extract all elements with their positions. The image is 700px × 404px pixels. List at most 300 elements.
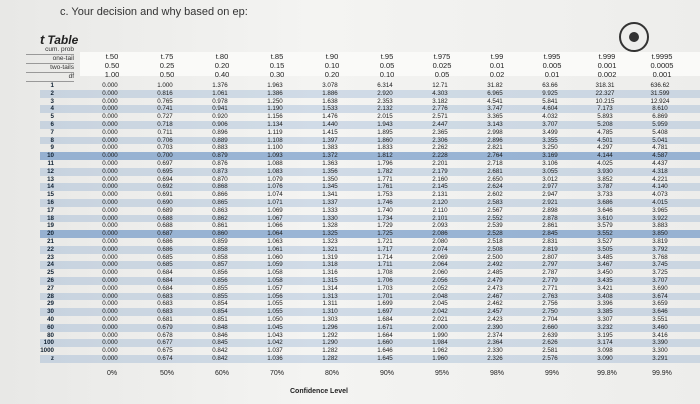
table-row <box>40 238 700 246</box>
value-cell: 3.485 <box>597 253 613 261</box>
value-cell: 1.319 <box>322 253 338 261</box>
value-cell: 3.078 <box>322 82 338 89</box>
value-cell: 0.000 <box>102 144 118 152</box>
table-row <box>40 137 700 145</box>
value-cell: 0.683 <box>157 292 173 300</box>
value-cell: 1.156 <box>267 113 283 121</box>
df-cell: 3 <box>50 97 54 105</box>
header-tail: t.99 <box>490 52 504 61</box>
value-cell: 3.467 <box>597 261 613 269</box>
table-row <box>40 355 700 363</box>
value-cell: 2.353 <box>377 97 393 105</box>
value-cell: 4.303 <box>432 89 448 97</box>
value-cell: 1.059 <box>267 261 283 269</box>
df-cell: 20 <box>47 230 54 238</box>
table-row <box>40 230 700 238</box>
value-cell: 1.782 <box>377 167 393 175</box>
value-cell: 1.058 <box>267 269 283 277</box>
value-cell: 0.689 <box>157 206 173 214</box>
value-cell: 3.390 <box>652 339 668 347</box>
value-cell: 1.386 <box>267 89 283 97</box>
value-cell: 0.000 <box>102 308 118 316</box>
value-cell: 2.145 <box>432 183 448 191</box>
value-cell: 3.610 <box>597 214 613 222</box>
value-cell: 1.341 <box>322 191 338 199</box>
header-tail: t.90 <box>325 52 339 61</box>
value-cell: 3.646 <box>597 206 613 214</box>
confidence-cell: 99.8% <box>597 370 617 377</box>
confidence-row <box>80 370 700 390</box>
value-cell: 2.998 <box>487 128 503 136</box>
value-cell: 0.684 <box>157 269 173 277</box>
value-cell: 2.831 <box>542 238 558 245</box>
df-cell: 4 <box>50 105 54 113</box>
header-one-tail: 0.05 <box>379 61 395 70</box>
value-cell: 1.050 <box>267 316 283 323</box>
value-cell: 3.922 <box>652 214 668 222</box>
value-cell: 1.100 <box>267 144 283 152</box>
value-cell: 0.685 <box>157 253 173 261</box>
value-cell: 0.727 <box>157 113 173 121</box>
value-cell: 3.690 <box>652 284 668 292</box>
header-tail: t.85 <box>270 52 284 61</box>
value-cell: 3.174 <box>597 339 613 347</box>
header-one-tail: 0.25 <box>159 61 175 70</box>
value-cell: 1.055 <box>267 308 283 316</box>
value-cell: 3.707 <box>652 277 668 284</box>
value-cell: 0.685 <box>157 261 173 269</box>
table-row <box>40 82 700 90</box>
value-cell: 1.963 <box>267 82 283 89</box>
value-cell: 4.318 <box>652 167 668 175</box>
header-col-1 <box>143 52 191 79</box>
header-two-tails: 0.50 <box>159 70 175 79</box>
value-cell: 7.173 <box>597 105 613 113</box>
value-cell: 3.850 <box>652 230 668 238</box>
df-cell: 18 <box>47 214 54 222</box>
header-two-tails: 0.10 <box>379 70 395 79</box>
value-cell: 2.467 <box>487 292 503 300</box>
value-cell: 2.045 <box>432 300 448 308</box>
value-cell: 3.883 <box>652 222 668 230</box>
value-cell: 0.876 <box>212 160 228 167</box>
table-row <box>40 176 700 184</box>
value-cell: 1.083 <box>267 167 283 175</box>
value-cell: 1.383 <box>322 144 338 152</box>
value-cell: 3.707 <box>542 121 558 128</box>
value-cell: 2.093 <box>432 222 448 230</box>
header-col-6 <box>418 52 466 79</box>
table-row <box>40 144 700 152</box>
value-cell: 3.182 <box>432 97 448 105</box>
value-cell: 1.250 <box>267 97 283 105</box>
value-cell: 0.674 <box>157 355 173 362</box>
value-cell: 1.311 <box>322 300 338 308</box>
value-cell: 2.132 <box>377 105 393 113</box>
table-row <box>40 277 700 285</box>
value-cell: 3.365 <box>487 113 503 121</box>
header-tail: t.50 <box>105 52 119 61</box>
value-cell: 1.058 <box>267 277 283 284</box>
confidence-cell: 99% <box>544 370 559 377</box>
value-cell: 1.440 <box>322 121 338 128</box>
value-cell: 0.694 <box>157 175 173 183</box>
value-cell: 1.962 <box>432 347 448 355</box>
value-cell: 1.108 <box>267 136 283 144</box>
header-one-tail: 0.20 <box>214 61 230 70</box>
value-cell: 3.106 <box>542 160 558 167</box>
value-cell: 0.684 <box>157 277 173 284</box>
confidence-cell: 90% <box>379 370 394 377</box>
table-row <box>40 121 700 129</box>
value-cell: 1.296 <box>322 323 338 331</box>
df-cell: 29 <box>47 300 54 308</box>
table-row <box>40 300 700 308</box>
value-cell: 2.447 <box>432 121 448 128</box>
df-cell: 2 <box>50 89 54 97</box>
value-cell: 0.000 <box>102 97 118 105</box>
value-cell: 2.492 <box>487 261 503 269</box>
value-cell: 1.740 <box>377 206 393 214</box>
confidence-cell: 80% <box>324 370 339 377</box>
value-cell: 1.333 <box>322 206 338 214</box>
value-cell: 0.856 <box>212 277 228 284</box>
value-cell: 0.858 <box>212 253 228 261</box>
value-cell: 2.878 <box>542 214 558 222</box>
value-cell: 3.965 <box>652 206 668 214</box>
df-cell: 80 <box>47 331 54 339</box>
value-cell: 0.679 <box>157 323 173 331</box>
confidence-cell: 98% <box>489 370 504 377</box>
value-cell: 4.015 <box>652 199 668 206</box>
value-cell: 0.677 <box>157 339 173 347</box>
value-cell: 1.684 <box>377 316 393 323</box>
value-cell: 1.895 <box>377 128 393 136</box>
value-cell: 1.638 <box>322 97 338 105</box>
header-two-tails: 0.30 <box>269 70 285 79</box>
header-two-tails: 0.05 <box>434 70 450 79</box>
value-cell: 3.646 <box>652 308 668 316</box>
value-cell: 0.851 <box>212 316 228 323</box>
value-cell: 3.745 <box>652 261 668 269</box>
value-cell: 0.920 <box>212 113 228 121</box>
value-cell: 0.000 <box>102 136 118 144</box>
value-cell: 1.036 <box>267 355 283 362</box>
value-cell: 2.639 <box>542 331 558 339</box>
value-cell: 0.681 <box>157 316 173 323</box>
value-cell: 2.763 <box>542 292 558 300</box>
value-cell: 3.930 <box>597 167 613 175</box>
value-cell: 1.321 <box>322 245 338 253</box>
value-cell: 2.201 <box>432 160 448 167</box>
value-cell: 2.567 <box>487 206 503 214</box>
value-cell: 3.852 <box>597 175 613 183</box>
value-cell: 1.699 <box>377 300 393 308</box>
value-cell: 2.069 <box>432 253 448 261</box>
df-cell: 23 <box>47 253 54 261</box>
value-cell: 0.687 <box>157 230 173 238</box>
value-cell: 0.711 <box>157 128 173 136</box>
table-row <box>40 152 700 160</box>
value-cell: 1.350 <box>322 175 338 183</box>
value-cell: 0.855 <box>212 284 228 292</box>
value-cell: 1.701 <box>377 292 393 300</box>
value-cell: 0.000 <box>102 269 118 277</box>
value-cell: 1.071 <box>267 199 283 206</box>
value-cell: 2.390 <box>487 323 503 331</box>
value-cell: 3.733 <box>597 191 613 199</box>
value-cell: 1.372 <box>322 152 338 160</box>
value-cell: 2.819 <box>542 245 558 253</box>
value-cell: 0.688 <box>157 214 173 222</box>
value-cell: 2.086 <box>432 230 448 238</box>
value-cell: 2.624 <box>487 183 503 191</box>
value-cell: 3.551 <box>652 316 668 323</box>
value-cell: 0.865 <box>212 199 228 206</box>
value-cell: 1.134 <box>267 121 283 128</box>
value-cell: 0.000 <box>102 214 118 222</box>
value-cell: 63.66 <box>542 82 558 89</box>
value-cell: 3.792 <box>652 245 668 253</box>
value-cell: 0.857 <box>212 261 228 269</box>
table-row <box>40 254 700 262</box>
value-cell: 2.756 <box>542 300 558 308</box>
value-cell: 1.119 <box>267 128 283 136</box>
value-cell: 0.718 <box>157 121 173 128</box>
value-cell: 1.067 <box>267 214 283 222</box>
value-cell: 2.042 <box>432 308 448 316</box>
value-cell: 0.000 <box>102 230 118 238</box>
value-cell: 3.787 <box>597 183 613 191</box>
value-cell: 1.671 <box>377 323 393 331</box>
value-cell: 3.674 <box>652 292 668 300</box>
value-cell: 3.195 <box>597 331 613 339</box>
value-cell: 6.869 <box>652 113 668 121</box>
df-cell: 21 <box>47 238 54 245</box>
df-cell: 6 <box>50 121 54 128</box>
table-row <box>40 215 700 223</box>
value-cell: 1.328 <box>322 222 338 230</box>
header-one-tail: 0.01 <box>489 61 505 70</box>
value-cell: 3.055 <box>542 167 558 175</box>
df-cell: 7 <box>50 128 54 136</box>
value-cell: 1.056 <box>267 292 283 300</box>
df-cell: 100 <box>43 339 54 347</box>
value-cell: 1.363 <box>322 160 338 167</box>
value-cell: 1.746 <box>377 199 393 206</box>
value-cell: 0.858 <box>212 245 228 253</box>
value-cell: 1.714 <box>377 253 393 261</box>
value-cell: 318.31 <box>595 82 615 89</box>
value-cell: 0.000 <box>102 206 118 214</box>
value-cell: 2.898 <box>542 206 558 214</box>
value-cell: 0.741 <box>157 105 173 113</box>
value-cell: 2.539 <box>487 222 503 230</box>
value-cell: 1.771 <box>377 175 393 183</box>
value-cell: 0.978 <box>212 97 228 105</box>
value-cell: 2.462 <box>487 300 503 308</box>
value-cell: 2.015 <box>377 113 393 121</box>
value-cell: 0.000 <box>102 121 118 128</box>
value-cell: 0.000 <box>102 261 118 269</box>
value-cell: 2.771 <box>542 284 558 292</box>
value-cell: 1.093 <box>267 152 283 160</box>
header-col-7 <box>473 52 521 79</box>
value-cell: 0.842 <box>212 355 228 362</box>
value-cell: 1.061 <box>267 245 283 253</box>
value-cell: 1.314 <box>322 284 338 292</box>
table-row <box>40 129 700 137</box>
value-cell: 2.750 <box>542 308 558 316</box>
value-cell: 2.576 <box>542 355 558 362</box>
value-cell: 2.704 <box>542 316 558 323</box>
value-cell: 1.753 <box>377 191 393 199</box>
value-cell: 2.160 <box>432 175 448 183</box>
value-cell: 3.291 <box>652 355 668 362</box>
publisher-logo-icon <box>612 22 656 52</box>
value-cell: 3.505 <box>597 245 613 253</box>
header-two-tails: 0.01 <box>544 70 560 79</box>
value-cell: 0.848 <box>212 323 228 331</box>
table-row <box>40 191 700 199</box>
value-cell: 1.190 <box>267 105 283 113</box>
value-cell: 2.479 <box>487 277 503 284</box>
value-cell: 31.599 <box>650 89 670 97</box>
value-cell: 0.000 <box>102 277 118 284</box>
value-cell: 1.960 <box>432 355 448 362</box>
value-cell: 0.000 <box>102 82 118 89</box>
confidence-cell: 99.9% <box>652 370 672 377</box>
value-cell: 0.854 <box>212 308 228 316</box>
value-cell: 3.307 <box>597 316 613 323</box>
value-cell: 4.437 <box>652 160 668 167</box>
value-cell: 1.376 <box>212 82 228 89</box>
value-cell: 3.098 <box>597 347 613 355</box>
value-cell: 2.861 <box>542 222 558 230</box>
value-cell: 3.686 <box>597 199 613 206</box>
header-tail: t.95 <box>380 52 394 61</box>
value-cell: 9.925 <box>542 89 558 97</box>
header-one-tail: 0.15 <box>269 61 285 70</box>
value-cell: 2.326 <box>487 355 503 362</box>
value-cell: 0.896 <box>212 128 228 136</box>
value-cell: 2.048 <box>432 292 448 300</box>
value-cell: 2.000 <box>432 323 448 331</box>
table-row <box>40 339 700 347</box>
value-cell: 1.646 <box>377 347 393 355</box>
header-col-5 <box>363 52 411 79</box>
value-cell: 3.408 <box>597 292 613 300</box>
value-cell: 2.581 <box>542 347 558 355</box>
value-cell: 6.965 <box>487 89 503 97</box>
header-tail: t.80 <box>215 52 229 61</box>
value-cell: 2.056 <box>432 277 448 284</box>
value-cell: 2.457 <box>487 308 503 316</box>
value-cell: 1.042 <box>267 339 283 347</box>
value-cell: 0.000 <box>102 316 118 323</box>
value-cell: 0.000 <box>102 292 118 300</box>
table-row <box>40 168 700 176</box>
value-cell: 0.000 <box>102 347 118 355</box>
value-cell: 2.060 <box>432 269 448 277</box>
value-cell: 0.000 <box>102 199 118 206</box>
value-cell: 0.879 <box>212 152 228 160</box>
value-cell: 2.179 <box>432 167 448 175</box>
value-cell: 1.061 <box>212 89 228 97</box>
value-cell: 2.080 <box>432 238 448 245</box>
value-cell: 1.711 <box>377 261 393 269</box>
header-one-tail: 0.10 <box>324 61 340 70</box>
value-cell: 3.725 <box>652 269 668 277</box>
table-row <box>40 199 700 207</box>
df-cell: 19 <box>47 222 54 230</box>
value-cell: 1.282 <box>322 347 338 355</box>
value-cell: 4.785 <box>597 128 613 136</box>
value-cell: 1.000 <box>157 82 173 89</box>
value-cell: 2.807 <box>542 253 558 261</box>
value-cell: 1.310 <box>322 308 338 316</box>
value-cell: 22.327 <box>595 89 615 97</box>
value-cell: 0.846 <box>212 331 228 339</box>
value-cell: 0.691 <box>157 191 173 199</box>
value-cell: 3.232 <box>597 323 613 331</box>
table-row <box>40 183 700 191</box>
header-tail: t.999 <box>598 52 616 61</box>
value-cell: 2.977 <box>542 183 558 191</box>
value-cell: 0.889 <box>212 136 228 144</box>
df-cell: 14 <box>47 183 54 191</box>
header-two-tails: 0.02 <box>489 70 505 79</box>
value-cell: 1.057 <box>267 284 283 292</box>
value-cell: 1.664 <box>377 331 393 339</box>
value-cell: 1.088 <box>267 160 283 167</box>
table-row <box>40 285 700 293</box>
value-cell: 2.797 <box>542 261 558 269</box>
value-cell: 1.045 <box>267 323 283 331</box>
value-cell: 2.365 <box>432 128 448 136</box>
value-cell: 1.721 <box>377 238 393 245</box>
value-cell: 2.779 <box>542 277 558 284</box>
value-cell: 1.330 <box>322 214 338 222</box>
value-cell: 10.215 <box>595 97 615 105</box>
value-cell: 0.000 <box>102 245 118 253</box>
value-cell: 4.604 <box>542 105 558 113</box>
value-cell: 1.533 <box>322 105 338 113</box>
question-text: c. Your decision and why based on ep: <box>60 6 248 18</box>
value-cell: 0.883 <box>212 144 228 152</box>
header-two-tails: 0.40 <box>214 70 230 79</box>
value-cell: 3.169 <box>542 152 558 160</box>
label-df: df <box>26 73 74 82</box>
value-cell: 1.292 <box>322 331 338 339</box>
value-cell: 3.460 <box>652 323 668 331</box>
table-row <box>40 246 700 254</box>
value-cell: 0.690 <box>157 199 173 206</box>
value-cell: 2.787 <box>542 269 558 277</box>
value-cell: 0.000 <box>102 339 118 347</box>
confidence-cell: 50% <box>159 370 174 377</box>
value-cell: 1.345 <box>322 183 338 191</box>
value-cell: 4.297 <box>597 144 613 152</box>
table-row <box>40 90 700 98</box>
value-cell: 2.718 <box>487 160 503 167</box>
table-header <box>80 52 700 79</box>
value-cell: 0.816 <box>157 89 173 97</box>
header-one-tail: 0.005 <box>542 61 562 70</box>
value-cell: 0.703 <box>157 144 173 152</box>
df-cell: z <box>50 355 54 362</box>
table-title <box>40 32 78 47</box>
